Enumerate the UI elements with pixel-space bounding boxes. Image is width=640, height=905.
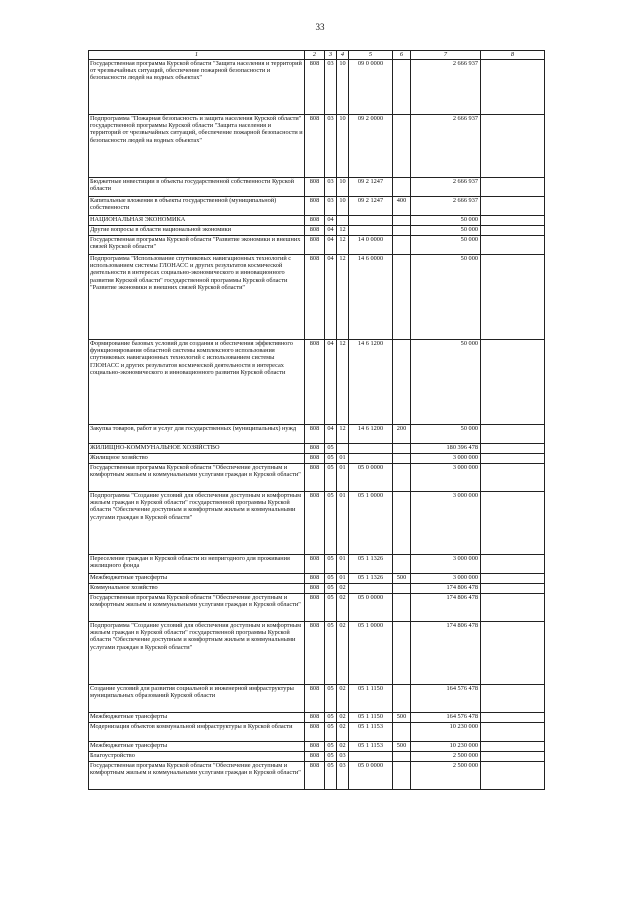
- expense-type-code: [393, 464, 411, 492]
- expense-type-code: [393, 60, 411, 115]
- expense-type-code: [393, 236, 411, 255]
- column-8: [481, 622, 545, 685]
- department-code: 808: [305, 178, 325, 197]
- column-number: 1: [89, 51, 305, 60]
- section-code: 05: [325, 713, 337, 723]
- section-code: 05: [325, 444, 337, 454]
- target-article-code: 05 1 0000: [349, 622, 393, 685]
- column-8: [481, 178, 545, 197]
- department-code: 808: [305, 340, 325, 425]
- table-row: [89, 492, 545, 555]
- amount: 10 230 000: [411, 723, 481, 742]
- column-8: [481, 594, 545, 622]
- column-number: 4: [337, 51, 349, 60]
- amount: 2 666 937: [411, 115, 481, 178]
- column-number-row: [89, 51, 545, 60]
- amount: 50 000: [411, 425, 481, 444]
- column-8: [481, 444, 545, 454]
- subsection-code: 02: [337, 594, 349, 622]
- column-number: 6: [393, 51, 411, 60]
- expense-type-code: [393, 723, 411, 742]
- table-row: [89, 255, 545, 340]
- section-code: 03: [325, 60, 337, 115]
- row-name: Капитальные вложения в объекты государственной (муниципальной) собственности: [89, 197, 305, 216]
- subsection-code: 01: [337, 574, 349, 584]
- subsection-code: 10: [337, 60, 349, 115]
- row-name: Межбюджетные трансферты: [89, 574, 305, 584]
- subsection-code: 10: [337, 197, 349, 216]
- amount: 50 000: [411, 340, 481, 425]
- section-code: 04: [325, 255, 337, 340]
- row-name: Государственная программа Курской области "Обеспечение доступным и комфортным жильем и коммунальными услугами граждан в Курской области": [89, 594, 305, 622]
- row-name: Межбюджетные трансферты: [89, 713, 305, 723]
- expense-type-code: [393, 555, 411, 574]
- department-code: 808: [305, 60, 325, 115]
- row-name: ЖИЛИЩНО-КОММУНАЛЬНОЕ ХОЗЯЙСТВО: [89, 444, 305, 454]
- section-code: 05: [325, 622, 337, 685]
- department-code: 808: [305, 594, 325, 622]
- target-article-code: [349, 444, 393, 454]
- amount: 50 000: [411, 226, 481, 236]
- department-code: 808: [305, 622, 325, 685]
- column-8: [481, 742, 545, 752]
- section-code: 04: [325, 236, 337, 255]
- subsection-code: 02: [337, 742, 349, 752]
- column-8: [481, 752, 545, 762]
- department-code: 808: [305, 584, 325, 594]
- expense-type-code: [393, 622, 411, 685]
- row-name: Межбюджетные трансферты: [89, 742, 305, 752]
- department-code: 808: [305, 555, 325, 574]
- amount: 3 000 000: [411, 555, 481, 574]
- expense-type-code: [393, 216, 411, 226]
- expense-type-code: [393, 685, 411, 713]
- column-8: [481, 425, 545, 444]
- subsection-code: 02: [337, 685, 349, 713]
- department-code: 808: [305, 492, 325, 555]
- table-row: [89, 464, 545, 492]
- column-8: [481, 236, 545, 255]
- row-name: Государственная программа Курской области "Обеспечение доступным и комфортным жильем и коммунальными услугами граждан в Курской области": [89, 464, 305, 492]
- page-number: 33: [315, 22, 325, 32]
- subsection-code: 02: [337, 713, 349, 723]
- department-code: 808: [305, 742, 325, 752]
- amount: 50 000: [411, 255, 481, 340]
- amount: 164 576 478: [411, 713, 481, 723]
- budget-table: [88, 50, 545, 790]
- expense-type-code: [393, 255, 411, 340]
- table-body: [89, 60, 545, 790]
- amount: 2 500 000: [411, 752, 481, 762]
- row-name: Закупка товаров, работ и услуг для государственных (муниципальных) нужд: [89, 425, 305, 444]
- department-code: 808: [305, 444, 325, 454]
- subsection-code: 10: [337, 178, 349, 197]
- amount: 50 000: [411, 236, 481, 255]
- row-name: Подпрограмма "Использование спутниковых навигационных технологий с использованием системы ГЛОНАСС и других результатов космической деятельности в интересах социально-экономического и инновационного развития Курской области" государственной программы Курской области "Развитие экономики и внешних связей Курской области": [89, 255, 305, 340]
- column-8: [481, 574, 545, 584]
- subsection-code: 12: [337, 425, 349, 444]
- table-row: [89, 594, 545, 622]
- expense-type-code: 200: [393, 425, 411, 444]
- expense-type-code: [393, 594, 411, 622]
- section-code: 04: [325, 216, 337, 226]
- row-name: Подпрограмма "Создание условий для обеспечения доступным и комфортным жильем граждан в Курской области" государственной программы Курской области "Обеспечение доступным и комфортным жильем и коммунальными услугами граждан в Курской области": [89, 622, 305, 685]
- expense-type-code: 500: [393, 713, 411, 723]
- table-row: [89, 723, 545, 742]
- section-code: 05: [325, 555, 337, 574]
- subsection-code: 12: [337, 340, 349, 425]
- expense-type-code: [393, 454, 411, 464]
- table-row: [89, 340, 545, 425]
- table-row: [89, 425, 545, 444]
- table-row: [89, 454, 545, 464]
- target-article-code: [349, 584, 393, 594]
- target-article-code: [349, 216, 393, 226]
- column-8: [481, 762, 545, 790]
- subsection-code: 02: [337, 622, 349, 685]
- section-code: 05: [325, 594, 337, 622]
- section-code: 04: [325, 226, 337, 236]
- row-name: Государственная программа Курской области "Обеспечение доступным и комфортным жильем и коммунальными услугами граждан в Курской области": [89, 762, 305, 790]
- target-article-code: 05 1 1150: [349, 713, 393, 723]
- table-row: [89, 197, 545, 216]
- expense-type-code: 500: [393, 742, 411, 752]
- subsection-code: 03: [337, 762, 349, 790]
- amount: 10 230 000: [411, 742, 481, 752]
- amount: 174 806 478: [411, 584, 481, 594]
- target-article-code: 05 1 1153: [349, 723, 393, 742]
- table-row: [89, 236, 545, 255]
- amount: 50 000: [411, 216, 481, 226]
- expense-type-code: [393, 492, 411, 555]
- table-row: [89, 685, 545, 713]
- amount: 3 000 000: [411, 492, 481, 555]
- target-article-code: 09 2 1247: [349, 197, 393, 216]
- amount: 2 666 937: [411, 197, 481, 216]
- row-name: Бюджетные инвестиции в объекты государственной собственности Курской области: [89, 178, 305, 197]
- amount: 3 000 000: [411, 454, 481, 464]
- department-code: 808: [305, 752, 325, 762]
- expense-type-code: [393, 226, 411, 236]
- column-number: 2: [305, 51, 325, 60]
- section-code: 03: [325, 178, 337, 197]
- target-article-code: 05 0 0000: [349, 464, 393, 492]
- column-8: [481, 216, 545, 226]
- column-8: [481, 685, 545, 713]
- section-code: 05: [325, 492, 337, 555]
- department-code: 808: [305, 454, 325, 464]
- expense-type-code: [393, 762, 411, 790]
- row-name: Коммунальное хозяйство: [89, 584, 305, 594]
- column-8: [481, 197, 545, 216]
- target-article-code: [349, 454, 393, 464]
- expense-type-code: [393, 584, 411, 594]
- target-article-code: 14 6 1200: [349, 425, 393, 444]
- subsection-code: 02: [337, 584, 349, 594]
- target-article-code: 05 1 0000: [349, 492, 393, 555]
- department-code: 808: [305, 226, 325, 236]
- column-8: [481, 464, 545, 492]
- row-name: Жилищное хозяйство: [89, 454, 305, 464]
- row-name: Государственная программа Курской области "Развитие экономики и внешних связей Курской области": [89, 236, 305, 255]
- subsection-code: 10: [337, 115, 349, 178]
- section-code: 05: [325, 574, 337, 584]
- amount: 174 806 478: [411, 622, 481, 685]
- amount: 164 576 478: [411, 685, 481, 713]
- department-code: 808: [305, 464, 325, 492]
- expense-type-code: 400: [393, 197, 411, 216]
- table-row: [89, 178, 545, 197]
- department-code: 808: [305, 425, 325, 444]
- subsection-code: 12: [337, 236, 349, 255]
- column-8: [481, 454, 545, 464]
- target-article-code: 09 2 0000: [349, 115, 393, 178]
- expense-type-code: [393, 178, 411, 197]
- table-row: [89, 555, 545, 574]
- target-article-code: 14 0 0000: [349, 236, 393, 255]
- subsection-code: 03: [337, 752, 349, 762]
- department-code: 808: [305, 574, 325, 584]
- table-row: [89, 226, 545, 236]
- table-row: [89, 622, 545, 685]
- row-name: Создание условий для развития социальной и инженерной инфраструктуры муниципальных образований Курской области: [89, 685, 305, 713]
- column-8: [481, 713, 545, 723]
- section-code: 05: [325, 742, 337, 752]
- column-8: [481, 723, 545, 742]
- column-8: [481, 555, 545, 574]
- department-code: 808: [305, 197, 325, 216]
- amount: 3 000 000: [411, 464, 481, 492]
- row-name: Другие вопросы в области национальной экономики: [89, 226, 305, 236]
- amount: 2 666 937: [411, 178, 481, 197]
- amount: 180 396 478: [411, 444, 481, 454]
- subsection-code: 01: [337, 555, 349, 574]
- expense-type-code: [393, 752, 411, 762]
- department-code: 808: [305, 115, 325, 178]
- column-8: [481, 115, 545, 178]
- subsection-code: 12: [337, 226, 349, 236]
- section-code: 05: [325, 723, 337, 742]
- table-row: [89, 584, 545, 594]
- column-number: 7: [411, 51, 481, 60]
- department-code: 808: [305, 723, 325, 742]
- row-name: Формирование базовых условий для создания и обеспечения эффективного функционирования областной системы комплексного использования спутниковых навигационных технологий с использованием системы ГЛОНАСС и других результатов космической деятельности в интересах социально-экономического и инновационного развития Курской области: [89, 340, 305, 425]
- subsection-code: 01: [337, 464, 349, 492]
- table-row: [89, 60, 545, 115]
- subsection-code: [337, 444, 349, 454]
- subsection-code: 12: [337, 255, 349, 340]
- target-article-code: 05 1 1326: [349, 555, 393, 574]
- amount: 3 000 000: [411, 574, 481, 584]
- column-8: [481, 226, 545, 236]
- target-article-code: 14 6 0000: [349, 255, 393, 340]
- section-code: 03: [325, 115, 337, 178]
- section-code: 05: [325, 464, 337, 492]
- row-name: Благоустройство: [89, 752, 305, 762]
- column-8: [481, 584, 545, 594]
- expense-type-code: [393, 340, 411, 425]
- table-row: [89, 752, 545, 762]
- subsection-code: 01: [337, 454, 349, 464]
- target-article-code: [349, 226, 393, 236]
- table-row: [89, 713, 545, 723]
- table-row: [89, 216, 545, 226]
- column-8: [481, 340, 545, 425]
- row-name: Переселение граждан в Курской области из непригодного для проживания жилищного фонда: [89, 555, 305, 574]
- column-number: 3: [325, 51, 337, 60]
- column-8: [481, 60, 545, 115]
- row-name: Модернизация объектов коммунальной инфраструктуры в Курской области: [89, 723, 305, 742]
- target-article-code: 05 1 1153: [349, 742, 393, 752]
- section-code: 05: [325, 762, 337, 790]
- section-code: 04: [325, 425, 337, 444]
- section-code: 05: [325, 685, 337, 713]
- table-row: [89, 574, 545, 584]
- target-article-code: 05 0 0000: [349, 594, 393, 622]
- target-article-code: [349, 752, 393, 762]
- target-article-code: 14 6 1200: [349, 340, 393, 425]
- subsection-code: 02: [337, 723, 349, 742]
- table-row: [89, 742, 545, 752]
- department-code: 808: [305, 685, 325, 713]
- section-code: 05: [325, 584, 337, 594]
- amount: 174 806 478: [411, 594, 481, 622]
- subsection-code: [337, 216, 349, 226]
- department-code: 808: [305, 762, 325, 790]
- expense-type-code: [393, 444, 411, 454]
- table-row: [89, 115, 545, 178]
- target-article-code: 05 0 0000: [349, 762, 393, 790]
- column-8: [481, 255, 545, 340]
- section-code: 05: [325, 454, 337, 464]
- section-code: 05: [325, 752, 337, 762]
- column-number: 5: [349, 51, 393, 60]
- row-name: Подпрограмма "Создание условий для обеспечения доступным и комфортным жильем граждан в Курской области" государственной программы Курской области "Обеспечение доступным и комфортным жильем и коммунальными услугами граждан в Курской области": [89, 492, 305, 555]
- target-article-code: 05 1 1326: [349, 574, 393, 584]
- target-article-code: 09 2 1247: [349, 178, 393, 197]
- expense-type-code: 500: [393, 574, 411, 584]
- department-code: 808: [305, 236, 325, 255]
- amount: 2 666 937: [411, 60, 481, 115]
- target-article-code: 09 0 0000: [349, 60, 393, 115]
- row-name: Государственная программа Курской области "Защита населения и территорий от чрезвычайных ситуаций, обеспечение пожарной безопасности и безопасности людей на водных объектах": [89, 60, 305, 115]
- department-code: 808: [305, 255, 325, 340]
- row-name: Подпрограмма "Пожарная безопасность и защита населения Курской области" государственной программы Курской области "Защита населения и территорий от чрезвычайных ситуаций, обеспечение пожарной безопасности и безопасности людей на водных объектах": [89, 115, 305, 178]
- department-code: 808: [305, 713, 325, 723]
- section-code: 03: [325, 197, 337, 216]
- department-code: 808: [305, 216, 325, 226]
- table-row: [89, 444, 545, 454]
- row-name: НАЦИОНАЛЬНАЯ ЭКОНОМИКА: [89, 216, 305, 226]
- expense-type-code: [393, 115, 411, 178]
- column-number: 8: [481, 51, 545, 60]
- target-article-code: 05 1 1150: [349, 685, 393, 713]
- amount: 2 500 000: [411, 762, 481, 790]
- section-code: 04: [325, 340, 337, 425]
- subsection-code: 01: [337, 492, 349, 555]
- column-8: [481, 492, 545, 555]
- table-row: [89, 762, 545, 790]
